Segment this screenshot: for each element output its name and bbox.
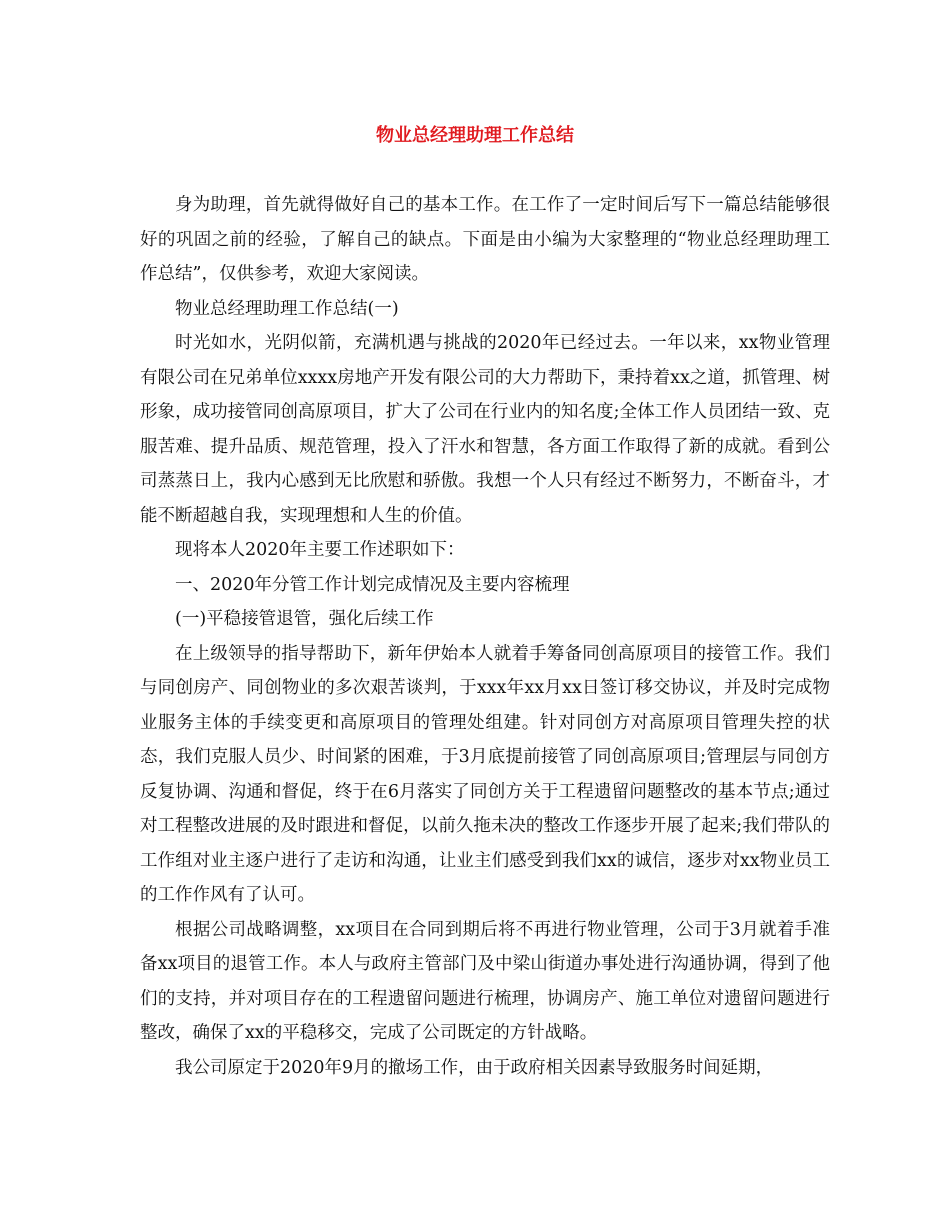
- document-title: 物业总经理助理工作总结: [376, 125, 574, 146]
- section-heading-plan-completion: 一、2020年分管工作计划完成情况及主要内容梳理: [175, 574, 570, 595]
- section-heading-summary-1: 物业总经理助理工作总结(一): [175, 298, 399, 319]
- paragraph-withdrawal: 根据公司战略调整，xx项目在合同到期后将不再进行物业管理，公司于3月就着手准备xx项目的退管工作。本人与政府主管部门及中梁山街道办事处进行沟通协调，得到了他们的支持，并对项目存在的工程遗留问题进行梳理，协调房产、施工单位对遗留问题进行整改，确保了xx的平稳移交，完成了公司既定的方针战略。: [140, 919, 830, 1043]
- paragraph-intro: 身为助理，首先就得做好自己的基本工作。在工作了一定时间后写下一篇总结能够很好的巩固之前的经验，了解自己的缺点。下面是由小编为大家整理的“物业总经理助理工作总结”，仅供参考，欢迎大家阅读。: [140, 195, 830, 284]
- paragraph-overview: 时光如水，光阴似箭，充满机遇与挑战的2020年已经过去。一年以来，xx物业管理有限公司在兄弟单位xxxx房地产开发有限公司的大力帮助下，秉持着xx之道，抓管理、树形象，成功接管同创高原项目，扩大了公司在行业内的知名度;全体工作人员团结一致、克服苦难、提升品质、规范管理，投入了汗水和智慧，各方面工作取得了新的成就。看到公司蒸蒸日上，我内心感到无比欣慰和骄傲。我想一个人只有经过不断努力，不断奋斗，才能不断超越自我，实现理想和人生的价值。: [140, 333, 830, 526]
- paragraph-takeover: 在上级领导的指导帮助下，新年伊始本人就着手筹备同创高原项目的接管工作。我们与同创房产、同创物业的多次艰苦谈判，于xxx年xx月xx日签订移交协议，并及时完成物业服务主体的手续变更和高原项目的管理处组建。针对同创方对高原项目管理失控的状态，我们克服人员少、时间紧的困难，于3月底提前接管了同创高原项目;管理层与同创方反复协调、沟通和督促，终于在6月落实了同创方关于工程遗留问题整改的基本节点;通过对工程整改进展的及时跟进和督促，以前久拖未决的整改工作逐步开展了起来;我们带队的工作组对业主逐户进行了走访和沟通，让业主们感受到我们xx的诚信，逐步对xx物业员工的工作作风有了认可。: [140, 643, 830, 905]
- document-body: [140, 188, 830, 1085]
- paragraph-evacuation: 我公司原定于2020年9月的撤场工作，由于政府相关因素导致服务时间延期，: [175, 1057, 774, 1078]
- subsection-heading-handover: (一)平稳接管退管，强化后续工作: [175, 609, 434, 629]
- paragraph-report-intro: 现将本人2020年主要工作述职如下：: [175, 540, 465, 560]
